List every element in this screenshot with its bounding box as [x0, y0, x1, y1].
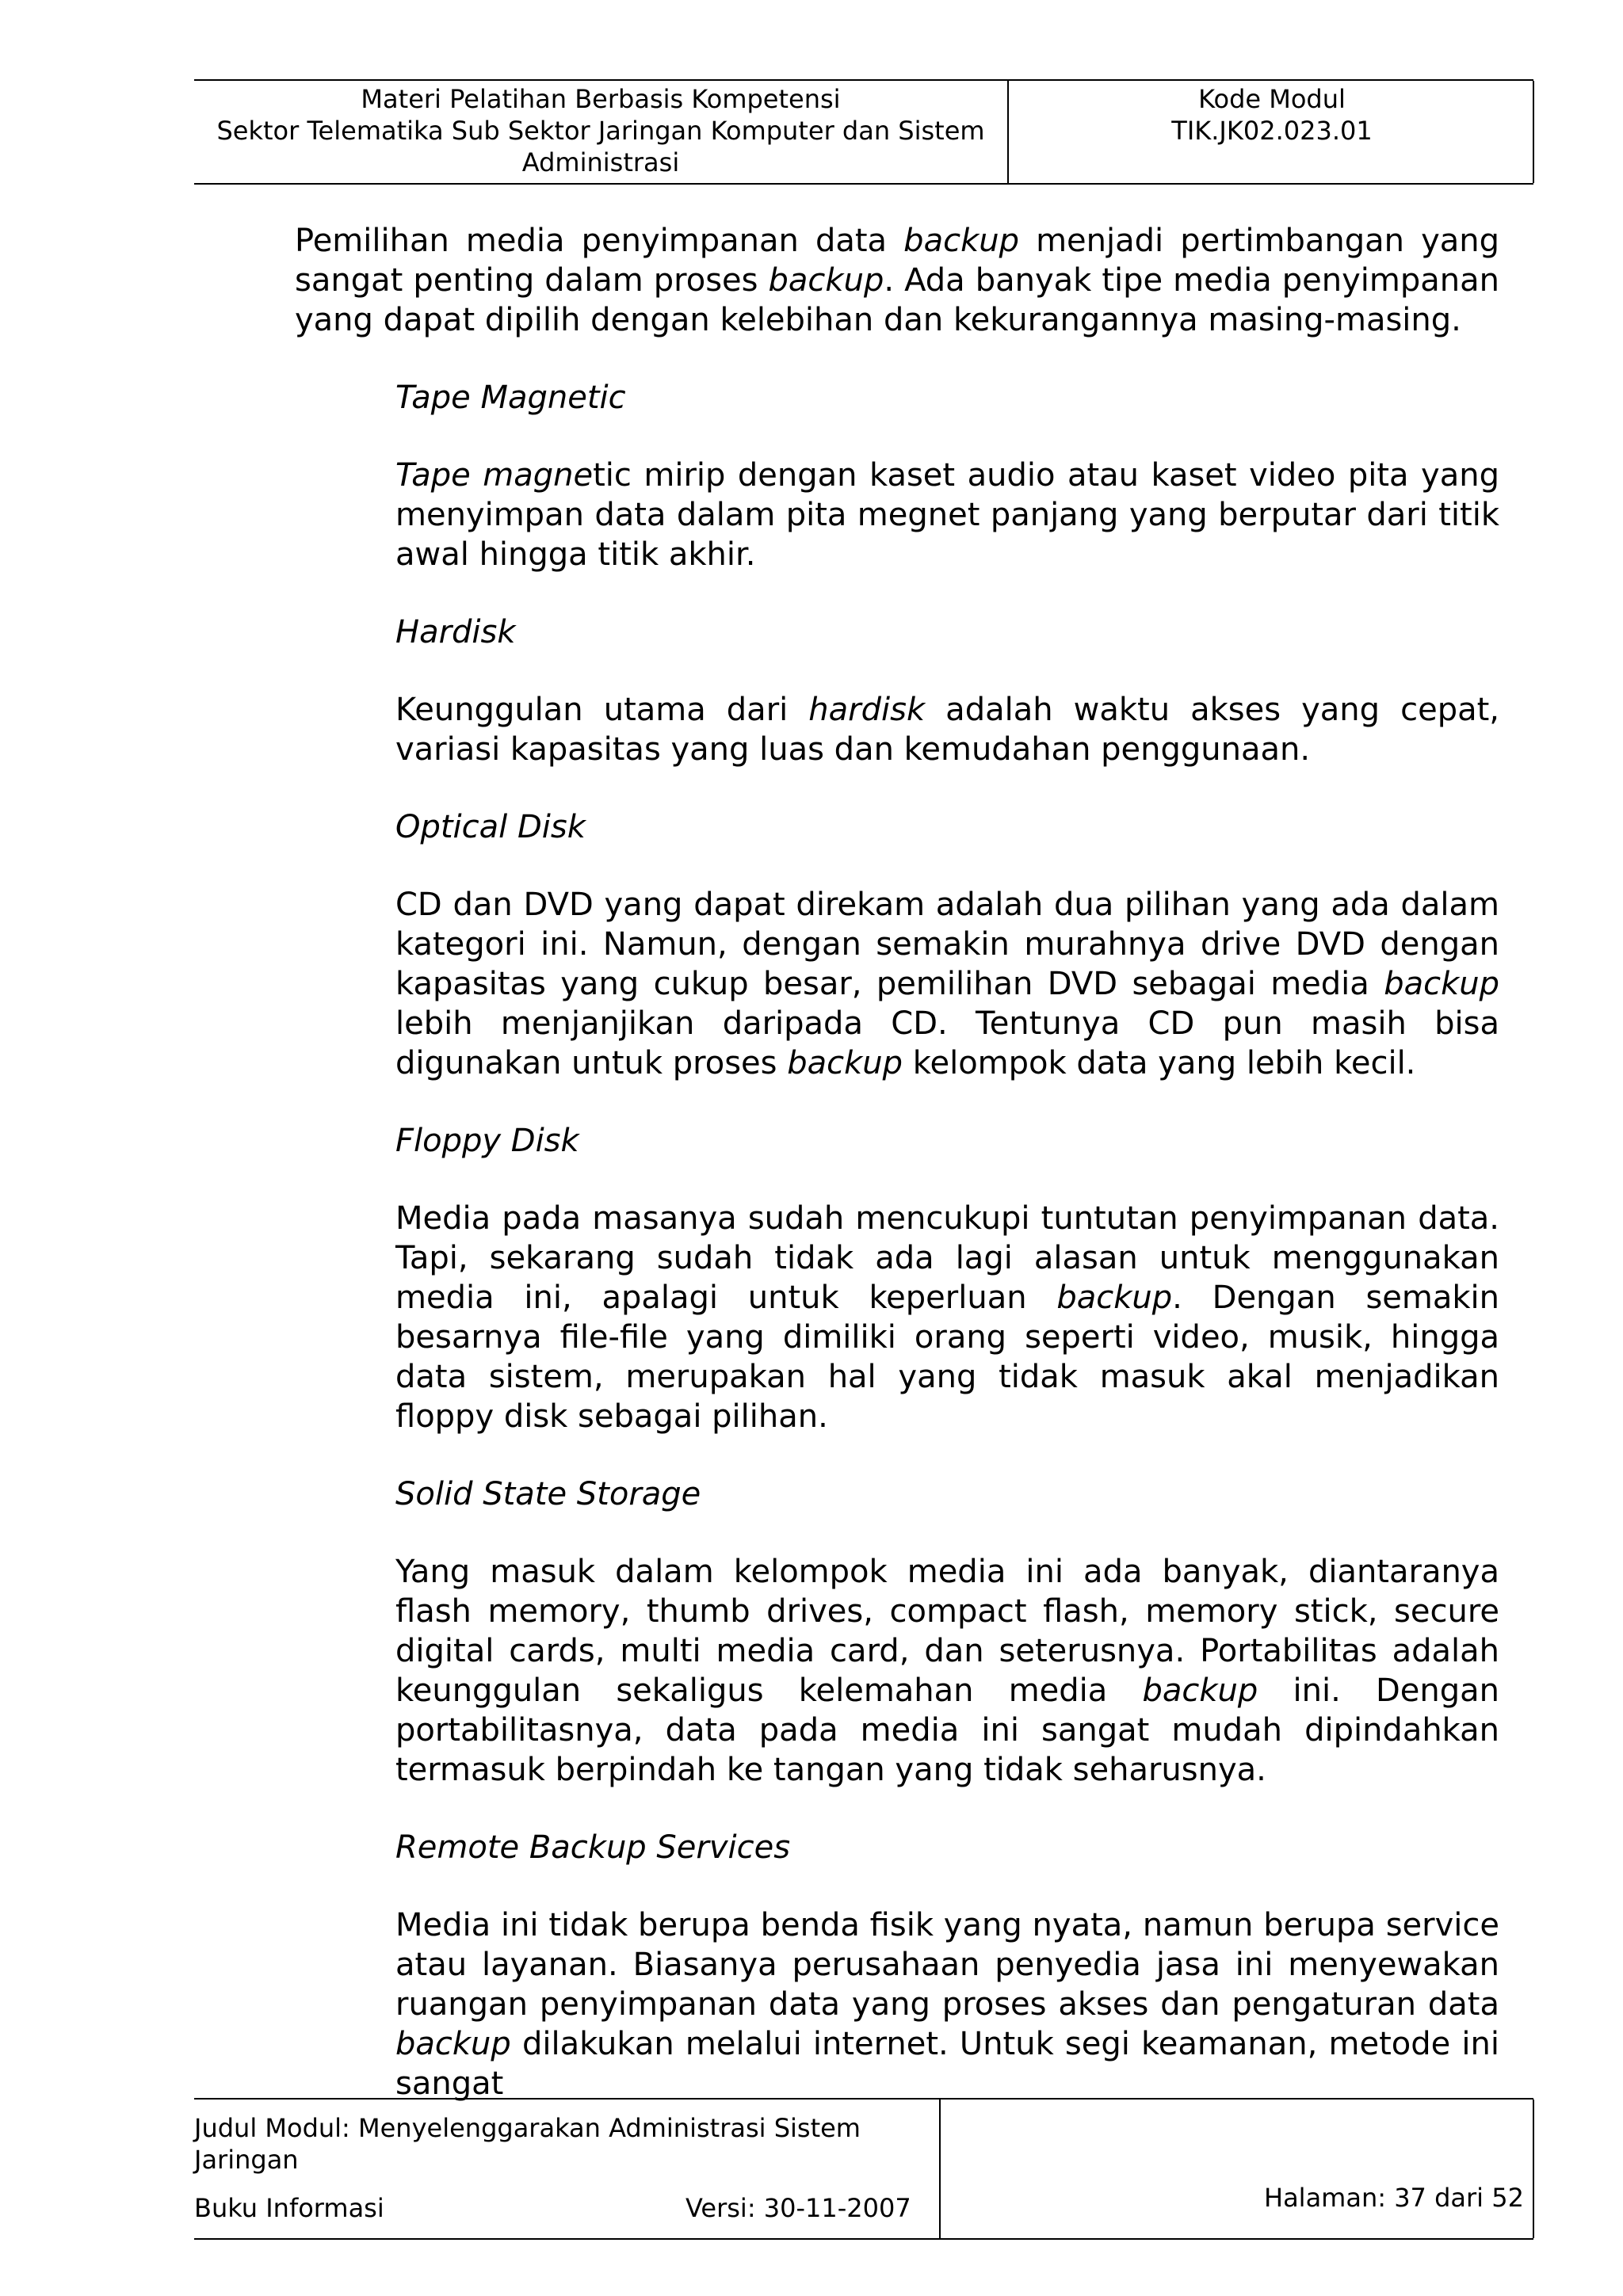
text-run: ini. Dengan portabilitasnya, data pada media ini sangat mudah dipindahkan termasuk berpindah ke tangan yang tidak seharusnya. — [395, 1672, 1499, 1788]
heading-optical-disk: Optical Disk — [395, 809, 586, 845]
italic-run: Tape magne — [395, 457, 594, 494]
italic-run: backup — [1056, 1280, 1173, 1316]
footer-page-number: Halaman: 37 dari 52 — [1264, 2183, 1524, 2213]
footer-version: Versi: 30-11-2007 — [685, 2193, 911, 2223]
text-run: Media pada masanya sudah mencukupi tuntutan penyimpanan data. Tapi, sekarang sudah tidak ada lagi alasan untuk menggunakan media ini, apalagi untuk keperluan — [395, 1200, 1499, 1316]
footer-book-label: Buku Informasi — [194, 2193, 384, 2223]
header-title-line3: Administrasi — [521, 147, 680, 177]
heading-hardisk: Hardisk — [395, 614, 516, 650]
paragraph-optical-disk — [395, 885, 1499, 1083]
text-run: CD dan DVD yang dapat direkam adalah dua pilihan yang ada dalam kategori ini. Namun, dengan semakin murahnya drive DVD dengan kapasitas yang cukup besar, pemilihan DVD sebagai media — [395, 887, 1499, 1002]
paragraph-solid-state-storage — [395, 1552, 1499, 1790]
italic-run: backup — [1142, 1672, 1258, 1709]
heading-remote-backup-services: Remote Backup Services — [395, 1829, 791, 1866]
header-title-line1: Materi Pelatihan Berbasis Kompetensi — [361, 84, 841, 114]
paragraph-hardisk — [395, 690, 1499, 769]
footer-right-border — [1533, 2100, 1534, 2238]
header-module-info — [194, 81, 1009, 183]
text-run: . Ada banyak tipe media penyimpanan yang dapat dipilih dengan kelebihan dan kekurangannya masing-masing. — [295, 262, 1499, 338]
page-header — [194, 79, 1533, 185]
text-run: menjadi pertimbangan yang sangat penting dalam proses — [295, 223, 1500, 299]
heading-tape-magnetic: Tape Magnetic — [395, 379, 626, 416]
text-run: kelompok data yang lebih kecil. — [903, 1045, 1416, 1081]
heading-floppy-disk: Floppy Disk — [395, 1123, 579, 1159]
text-run: adalah waktu akses yang cepat, variasi kapasitas yang luas dan kemudahan penggunaan. — [395, 692, 1499, 768]
footer-module-title: Judul Modul: Menyelenggarakan Administrasi Sistem Jaringan — [194, 2113, 861, 2175]
italic-run: hardisk — [808, 692, 926, 728]
page-footer — [194, 2098, 1533, 2240]
italic-run: backup — [903, 223, 1019, 259]
heading-solid-state-storage: Solid State Storage — [395, 1476, 701, 1512]
italic-run: backup — [395, 2026, 511, 2062]
text-run: . Dengan semakin besarnya file-file yang dimiliki orang seperti video, musik, hingga data sistem, merupakan hal yang tidak masuk akal menjadikan floppy disk sebagai pilihan. — [395, 1280, 1499, 1435]
text-run: Media ini tidak berupa benda fisik yang nyata, namun berupa service atau layanan. Biasanya perusahaan penyedia jasa ini menyewakan ruangan penyimpanan data yang proses akses dan pengaturan data — [395, 1907, 1499, 2023]
intro-paragraph — [295, 221, 1499, 340]
footer-module-info — [194, 2100, 941, 2238]
italic-run: backup — [787, 1045, 903, 1081]
text-run: Yang masuk dalam kelompok media ini ada banyak, diantaranya flash memory, thumb drives, compact flash, memory stick, secure digital cards, multi media card, dan seterusnya. Portabilitas adalah keunggulan sekaligus kelemahan media — [395, 1554, 1499, 1709]
text-run: lebih menjanjikan daripada CD. Tentunya CD pun masih bisa digunakan untuk proses — [395, 1005, 1499, 1081]
header-title-line2: Sektor Telematika Sub Sektor Jaringan Komputer dan Sistem — [216, 116, 985, 146]
paragraph-tape-magnetic — [395, 456, 1499, 574]
page-body — [295, 221, 1499, 2103]
paragraph-floppy-disk — [395, 1199, 1499, 1436]
module-code-value: TIK.JK02.023.01 — [1171, 116, 1373, 146]
italic-run: backup — [1384, 966, 1499, 1002]
text-run: dilakukan melalui internet. Untuk segi keamanan, metode ini sangat — [395, 2026, 1499, 2102]
module-code-label: Kode Modul — [1198, 84, 1346, 114]
text-run: tic mirip dengan kaset audio atau kaset video pita yang menyimpan data dalam pita megnet panjang yang berputar dari titik awal hingga titik akhir. — [395, 457, 1499, 573]
text-run: Pemilihan media penyimpanan data — [295, 223, 904, 259]
italic-run: backup — [768, 262, 884, 299]
text-run: Keunggulan utama dari — [395, 692, 809, 728]
header-module-code — [1010, 81, 1533, 183]
paragraph-remote-backup-services — [395, 1905, 1499, 2103]
